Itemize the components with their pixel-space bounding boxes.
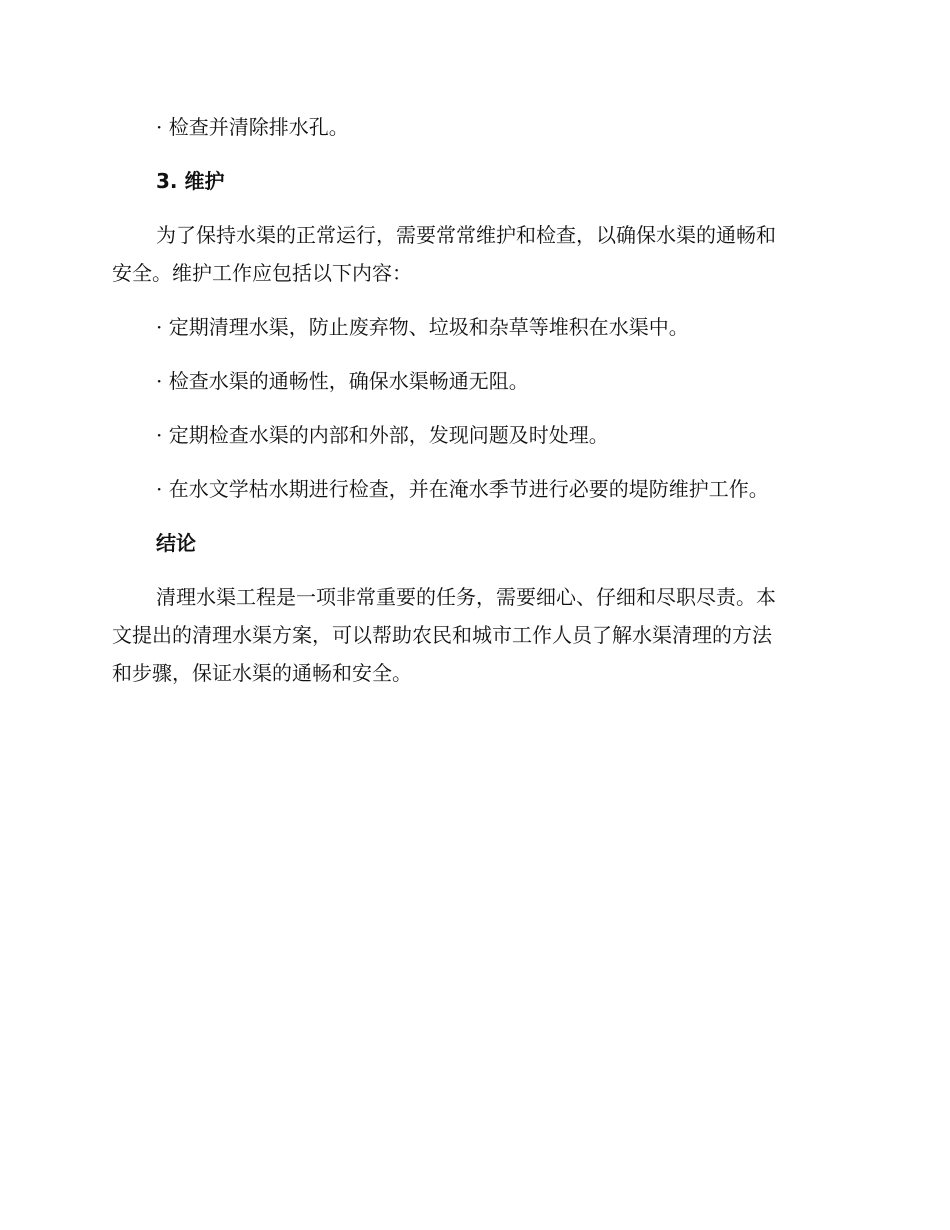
bullet-item: · 检查水渠的通畅性，确保水渠畅通无阻。 <box>156 369 529 393</box>
document-body <box>112 108 832 708</box>
bullet-item: · 定期清理水渠，防止废弃物、垃圾和杂草等堆积在水渠中。 <box>156 315 689 339</box>
bullet-item: · 在水文学枯水期进行检查，并在淹水季节进行必要的堤防维护工作。 <box>156 477 769 501</box>
section-heading-conclusion: 结论 <box>156 531 196 555</box>
section-heading-maintenance: 3. 维护 <box>156 169 225 193</box>
conclusion-paragraph <box>112 578 832 692</box>
paragraph-line: 安全。维护工作应包括以下内容： <box>112 261 412 285</box>
bullet-clear-drain-holes: · 检查并清除排水孔。 <box>156 115 349 139</box>
paragraph-line: 和步骤，保证水渠的通畅和安全。 <box>112 661 412 685</box>
paragraph-line: 为了保持水渠的正常运行，需要常常维护和检查，以确保水渠的通畅和 <box>156 223 776 247</box>
maintenance-paragraph <box>112 216 832 292</box>
bullet-item: · 定期检查水渠的内部和外部，发现问题及时处理。 <box>156 423 609 447</box>
paragraph-line: 清理水渠工程是一项非常重要的任务，需要细心、仔细和尽职尽责。本 <box>156 585 776 609</box>
paragraph-line: 文提出的清理水渠方案，可以帮助农民和城市工作人员了解水渠清理的方法 <box>112 623 772 647</box>
